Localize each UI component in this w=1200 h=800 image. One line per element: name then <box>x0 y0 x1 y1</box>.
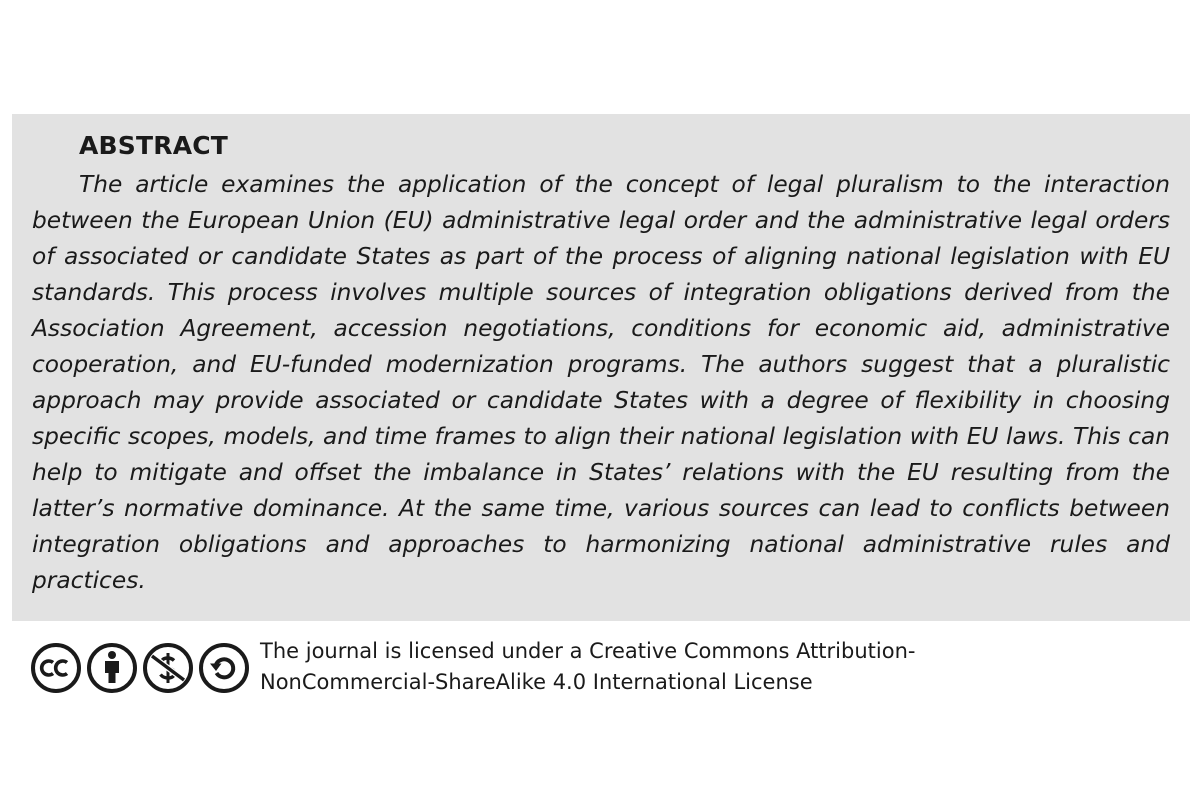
abstract-section <box>12 114 1190 621</box>
license-notice <box>30 636 960 698</box>
attribution-icon <box>86 642 138 694</box>
sharealike-icon <box>198 642 250 694</box>
cc-icon <box>30 642 82 694</box>
license-line-1: The journal is licensed under a Creative Commons Attribution- <box>260 639 916 663</box>
abstract-body: The article examines the application of the concept of legal pluralism to the interaction between the European Union (EU) administrative legal order and the administrative legal orders of associated or candidate States as part of the process of aligning national legislation with EU standards. This process involves multiple sources of integration obligations derived from the Association Agreement, accession negotiations, conditions for economic aid, administrative cooperation, and EU-funded modernization programs. The authors suggest that a pluralistic approach may provide associated or candidate States with a degree of flexibility in choosing specific scopes, models, and time frames to align their national legislation with EU laws. This can help to mitigate and offset the imbalance in States’ relations with the EU resulting from the latter’s normative dominance. At the same time, various sources can lead to conflicts between integration obligations and approaches to harmonizing national administrative rules and practices. <box>32 171 1170 594</box>
abstract-heading: ABSTRACT <box>79 131 229 160</box>
cc-badge[interactable] <box>30 642 250 694</box>
license-text <box>260 636 960 698</box>
noncommercial-icon <box>142 642 194 694</box>
license-line-2: NonCommercial-ShareAlike 4.0 International License <box>260 670 813 694</box>
